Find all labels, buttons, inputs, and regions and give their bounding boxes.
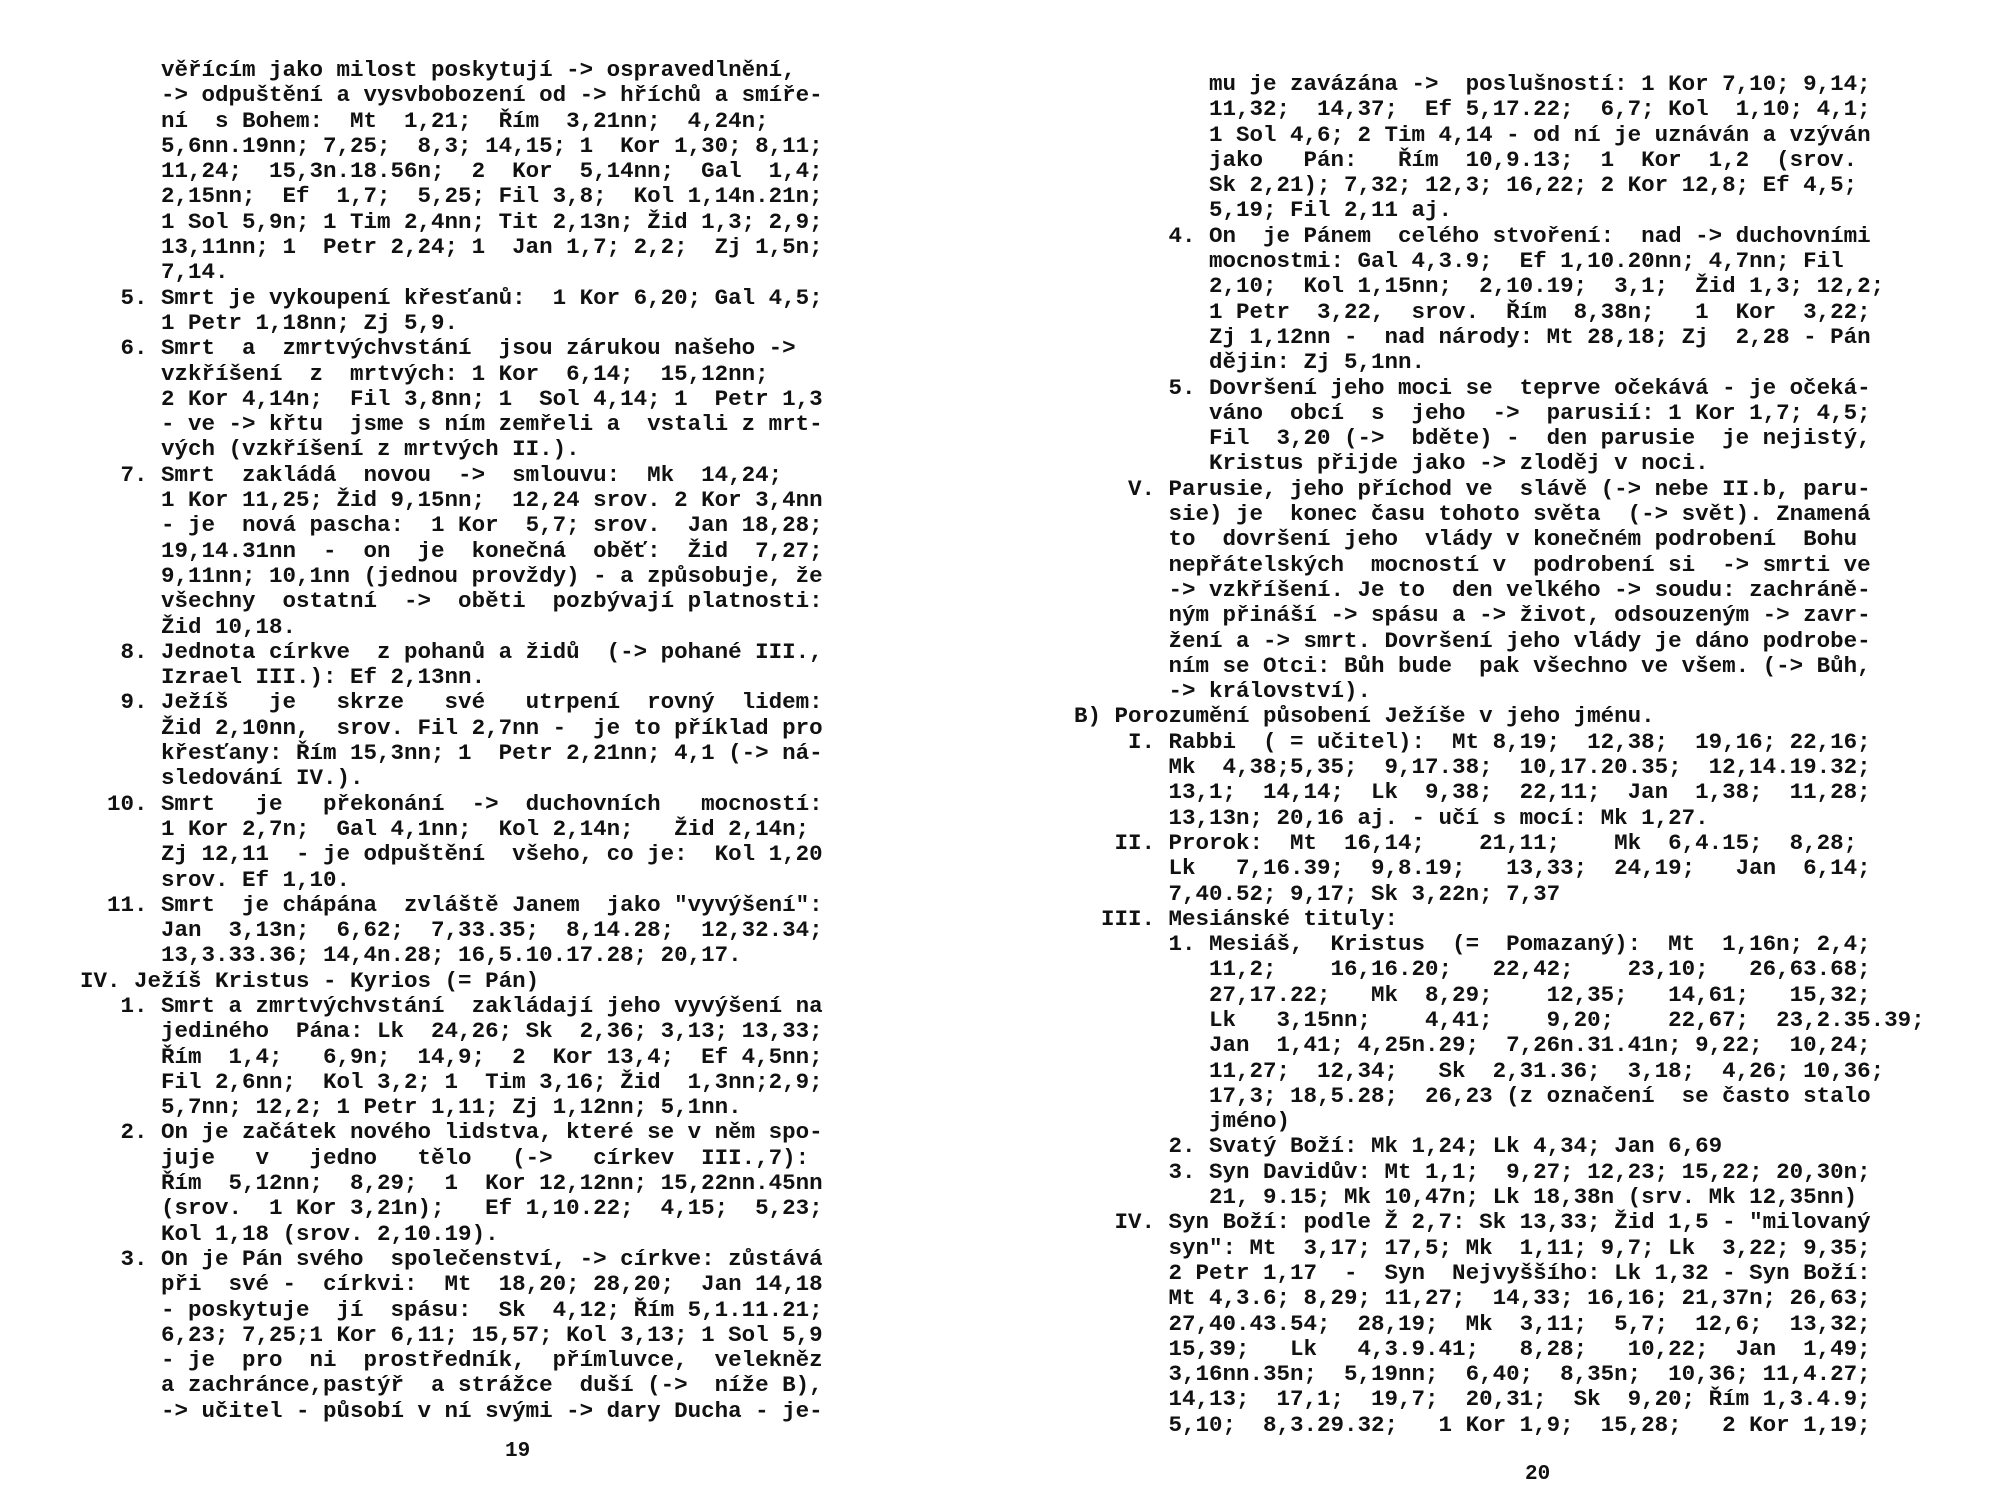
text-line: 1 Sol 5,9n; 1 Tim 2,4nn; Tit 2,13n; Žid 1,3; 2,9; (80, 208, 823, 235)
text-line: - ve -> křtu jsme s ním zemřeli a vstali z mrt- (80, 411, 823, 438)
text-line: Izrael III.): Ef 2,13nn. (80, 664, 486, 691)
text-line: Fil 3,20 (-> bděte) - den parusie je nejistý, (1074, 425, 1871, 452)
text-line: při své - církvi: Mt 18,20; 28,20; Jan 14,18 (80, 1271, 823, 1298)
text-line: křesťany: Řím 15,3nn; 1 Petr 2,21nn; 4,1 (-> ná- (80, 740, 823, 767)
text-line: 1. Mesiáš, Kristus (= Pomazaný): Mt 1,16n; 2,4; (1074, 931, 1871, 958)
text-line: -> vzkříšení. Je to den velkého -> soudu: zachráně- (1074, 576, 1871, 603)
text-line: 2,10; Kol 1,15nn; 2,10.19; 3,1; Žid 1,3; 12,2; (1074, 273, 1885, 300)
text-line: mu je zavázána -> poslušností: 1 Kor 7,10; 9,14; (1074, 71, 1871, 97)
text-line: Sk 2,21); 7,32; 12,3; 16,22; 2 Kor 12,8; Ef 4,5; (1074, 172, 1858, 199)
text-line: mocnostmi: Gal 4,3.9; Ef 1,10.20nn; 4,7nn; Fil (1074, 248, 1844, 275)
text-line: 6,23; 7,25;1 Kor 6,11; 15,57; Kol 3,13; 1 Sol 5,9 (80, 1321, 823, 1348)
text-line: (srov. 1 Kor 3,21n); Ef 1,10.22; 4,15; 5,23; (80, 1195, 823, 1222)
text-line: 2 Petr 1,17 - Syn Nejvyššího: Lk 1,32 - Syn Boží: (1074, 1259, 1871, 1286)
text-line: - poskytuje jí spásu: Sk 4,12; Řím 5,1.11.21; (80, 1296, 823, 1323)
text-line: váno obcí s jeho -> parusií: 1 Kor 1,7; 4,5; (1074, 399, 1871, 426)
text-line: 6. Smrt a zmrtvýchvstání jsou zárukou našeho -> (80, 335, 796, 362)
text-line: 5. Smrt je vykoupení křesťanů: 1 Kor 6,20; Gal 4,5; (80, 284, 823, 311)
text-line: vzkříšení z mrtvých: 1 Kor 6,14; 15,12nn; (80, 360, 769, 387)
text-line: 19,14.31nn - on je konečná oběť: Žid 7,27; (80, 537, 823, 564)
text-line: III. Mesiánské tituly: (1074, 905, 1399, 932)
text-line: 11,2; 16,16.20; 22,42; 23,10; 26,63.68; (1074, 956, 1871, 983)
text-line: Fil 2,6nn; Kol 3,2; 1 Tim 3,16; Žid 1,3nn;2,9; (80, 1068, 823, 1095)
text-line: věřícím jako milost poskytují -> ospravedlnění, (80, 57, 796, 83)
text-line: 3. On je Pán svého společenství, -> církve: zůstává (80, 1245, 823, 1272)
text-line: 5,6nn.19nn; 7,25; 8,3; 14,15; 1 Kor 1,30; 8,11; (80, 132, 823, 159)
text-line: 7,14. (80, 259, 229, 286)
text-line: všechny ostatní -> oběti pozbývají platnosti: (80, 588, 823, 615)
text-line: 7. Smrt zakládá novou -> smlouvu: Mk 14,24; (80, 461, 783, 488)
text-line: sie) je konec času tohoto světa (-> svět). Znamená (1074, 501, 1871, 528)
text-line: Mk 4,38;5,35; 9,17.38; 10,17.20.35; 12,14.19.32; (1074, 754, 1871, 781)
page-number-right: 20 (1525, 1463, 1551, 1486)
text-line: ní s Bohem: Mt 1,21; Řím 3,21nn; 4,24n; (80, 107, 769, 134)
text-line: 1 Sol 4,6; 2 Tim 4,14 - od ní je uznáván a vzýván (1074, 121, 1871, 148)
text-line: 3,16nn.35n; 5,19nn; 6,40; 8,35n; 10,36; 11,4.27; (1074, 1361, 1871, 1388)
text-line: 8. Jednota církve z pohanů a židů (-> pohané III., (80, 638, 823, 665)
text-line: 2,15nn; Ef 1,7; 5,25; Fil 3,8; Kol 1,14n.21n; (80, 183, 823, 210)
text-line: Žid 2,10nn, srov. Fil 2,7nn - je to příklad pro (80, 714, 823, 741)
text-line: 2. Svatý Boží: Mk 1,24; Lk 4,34; Jan 6,69 (1074, 1133, 1723, 1160)
text-line: 1 Kor 2,7n; Gal 4,1nn; Kol 2,14n; Žid 2,14n; (80, 815, 810, 842)
text-line: 9. Ježíš je skrze své utrpení rovný lidem: (80, 689, 823, 716)
text-line: IV. Ježíš Kristus - Kyrios (= Pán) (80, 967, 540, 994)
text-line: ným přináší -> spásu a -> život, odsouzeným -> zavr- (1074, 602, 1871, 629)
text-line: 14,13; 17,1; 19,7; 20,31; Sk 9,20; Řím 1,3.4.9; (1074, 1386, 1871, 1413)
text-line: B) Porozumění působení Ježíše v jeho jménu. (1074, 703, 1655, 730)
text-line: Lk 3,15nn; 4,41; 9,20; 22,67; 23,2.35.39; (1074, 1006, 1925, 1033)
text-line: Zj 1,12nn - nad národy: Mt 28,18; Zj 2,28 - Pán (1074, 323, 1871, 350)
text-line: 1. Smrt a zmrtvýchvstání zakládají jeho vyvýšení na (80, 992, 823, 1019)
text-line: 11,24; 15,3n.18.56n; 2 Kor 5,14nn; Gal 1,4; (80, 158, 823, 185)
text-line: jméno) (1074, 1108, 1291, 1135)
text-line: 7,40.52; 9,17; Sk 3,22n; 7,37 (1074, 880, 1561, 907)
text-line: Řím 5,12nn; 8,29; 1 Kor 12,12nn; 15,22nn.45nn (80, 1170, 823, 1197)
text-line: I. Rabbi ( = učitel): Mt 8,19; 12,38; 19,16; 22,16; (1074, 728, 1871, 755)
text-line: 3. Syn Davidův: Mt 1,1; 9,27; 12,23; 15,22; 20,30n; (1074, 1158, 1871, 1185)
text-line: dějin: Zj 5,1nn. (1074, 349, 1426, 376)
text-line: a zachránce,pastýř a strážce duší (-> níže B), (80, 1372, 823, 1399)
text-line: 1 Petr 1,18nn; Zj 5,9. (80, 309, 459, 336)
text-line: 2. On je začátek nového lidstva, které se v něm spo- (80, 1119, 823, 1146)
text-line: 13,3.33.36; 14,4n.28; 16,5.10.17.28; 20,17. (80, 942, 742, 969)
text-line: - je nová pascha: 1 Kor 5,7; srov. Jan 18,28; (80, 512, 823, 539)
text-line: 2 Kor 4,14n; Fil 3,8nn; 1 Sol 4,14; 1 Petr 1,3 (80, 385, 823, 412)
text-line: 5,7nn; 12,2; 1 Petr 1,11; Zj 1,12nn; 5,1nn. (80, 1094, 742, 1121)
right-page-text (1074, 72, 1974, 1438)
text-line: juje v jedno tělo (-> církev III.,7): (80, 1144, 810, 1171)
text-line: Žid 10,18. (80, 613, 297, 640)
text-line: -> učitel - působí v ní svými -> dary Ducha - je- (80, 1397, 823, 1424)
text-line: žení a -> smrt. Dovršení jeho vlády je dáno podrobe- (1074, 627, 1871, 654)
text-line: 9,11nn; 10,1nn (jednou provždy) - a způsobuje, že (80, 562, 823, 589)
text-line: Lk 7,16.39; 9,8.19; 13,33; 24,19; Jan 6,14; (1074, 855, 1871, 882)
text-line: jako Pán: Řím 10,9.13; 1 Kor 1,2 (srov. (1074, 146, 1858, 173)
text-line: 13,13n; 20,16 aj. - učí s mocí: Mk 1,27. (1074, 804, 1709, 831)
text-line: sledování IV.). (80, 765, 364, 792)
text-line: to dovršení jeho vlády v konečném podrobení Bohu (1074, 526, 1858, 553)
text-line: 1 Petr 3,22, srov. Řím 8,38n; 1 Kor 3,22; (1074, 298, 1871, 325)
text-line: Jan 3,13n; 6,62; 7,33.35; 8,14.28; 12,32.34; (80, 917, 823, 944)
text-line: -> odpuštění a vysvbobození od -> hříchů a smíře- (80, 82, 823, 109)
text-line: Zj 12,11 - je odpuštění všeho, co je: Kol 1,20 (80, 841, 823, 868)
left-page-text (80, 58, 940, 1424)
text-line: 13,1; 14,14; Lk 9,38; 22,11; Jan 1,38; 11,28; (1074, 779, 1871, 806)
text-line: Jan 1,41; 4,25n.29; 7,26n.31.41n; 9,22; 10,24; (1074, 1032, 1871, 1059)
text-line: 13,11nn; 1 Petr 2,24; 1 Jan 1,7; 2,2; Zj 1,5n; (80, 234, 823, 261)
text-line: vých (vzkříšení z mrtvých II.). (80, 436, 580, 463)
text-line: -> království). (1074, 678, 1372, 705)
right-page (1002, 0, 2004, 1500)
text-line: 11,27; 12,34; Sk 2,31.36; 3,18; 4,26; 10,36; (1074, 1057, 1885, 1084)
text-line: 5,19; Fil 2,11 aj. (1074, 197, 1453, 224)
text-line: Kol 1,18 (srov. 2,10.19). (80, 1220, 499, 1247)
text-line: Mt 4,3.6; 8,29; 11,27; 14,33; 16,16; 21,37n; 26,63; (1074, 1285, 1871, 1312)
text-line: 1 Kor 11,25; Žid 9,15nn; 12,24 srov. 2 Kor 3,4nn (80, 487, 823, 514)
text-line: 5,10; 8,3.29.32; 1 Kor 1,9; 15,28; 2 Kor 1,19; (1074, 1411, 1871, 1438)
text-line: 11,32; 14,37; Ef 5,17.22; 6,7; Kol 1,10; 4,1; (1074, 96, 1871, 123)
text-line: 15,39; Lk 4,3.9.41; 8,28; 10,22; Jan 1,49; (1074, 1335, 1871, 1362)
text-line: srov. Ef 1,10. (80, 866, 351, 893)
text-line: 27,17.22; Mk 8,29; 12,35; 14,61; 15,32; (1074, 981, 1871, 1008)
text-line: 5. Dovršení jeho moci se teprve očekává - je očeká- (1074, 374, 1871, 401)
text-line: IV. Syn Boží: podle Ž 2,7: Sk 13,33; Žid 1,5 - "milovaný (1074, 1209, 1871, 1236)
text-line: Kristus přijde jako -> zloděj v noci. (1074, 450, 1709, 477)
page-number-left: 19 (505, 1440, 531, 1463)
text-line: Řím 1,4; 6,9n; 14,9; 2 Kor 13,4; Ef 4,5nn; (80, 1043, 823, 1070)
text-line: 4. On je Pánem celého stvoření: nad -> duchovními (1074, 222, 1871, 249)
text-line: II. Prorok: Mt 16,14; 21,11; Mk 6,4.15; 8,28; (1074, 829, 1858, 856)
text-line: V. Parusie, jeho příchod ve slávě (-> nebe II.b, paru- (1074, 475, 1871, 502)
text-line: nepřátelských mocností v podrobení si -> smrti ve (1074, 551, 1871, 578)
text-line: 27,40.43.54; 28,19; Mk 3,11; 5,7; 12,6; 13,32; (1074, 1310, 1871, 1337)
text-line: 11. Smrt je chápána zvláště Janem jako "vyvýšení": (80, 891, 823, 918)
text-line: 17,3; 18,5.28; 26,23 (z označení se často stalo (1074, 1082, 1871, 1109)
text-line: jediného Pána: Lk 24,26; Sk 2,36; 3,13; 13,33; (80, 1018, 823, 1045)
text-line: syn": Mt 3,17; 17,5; Mk 1,11; 9,7; Lk 3,22; 9,35; (1074, 1234, 1871, 1261)
text-line: - je pro ni prostředník, přímluvce, velekněz (80, 1347, 823, 1374)
text-line: 21, 9.15; Mk 10,47n; Lk 18,38n (srv. Mk 12,35nn) (1074, 1184, 1858, 1211)
text-line: ním se Otci: Bůh bude pak všechno ve všem. (-> Bůh, (1074, 652, 1871, 679)
text-line: 10. Smrt je překonání -> duchovních mocností: (80, 790, 823, 817)
